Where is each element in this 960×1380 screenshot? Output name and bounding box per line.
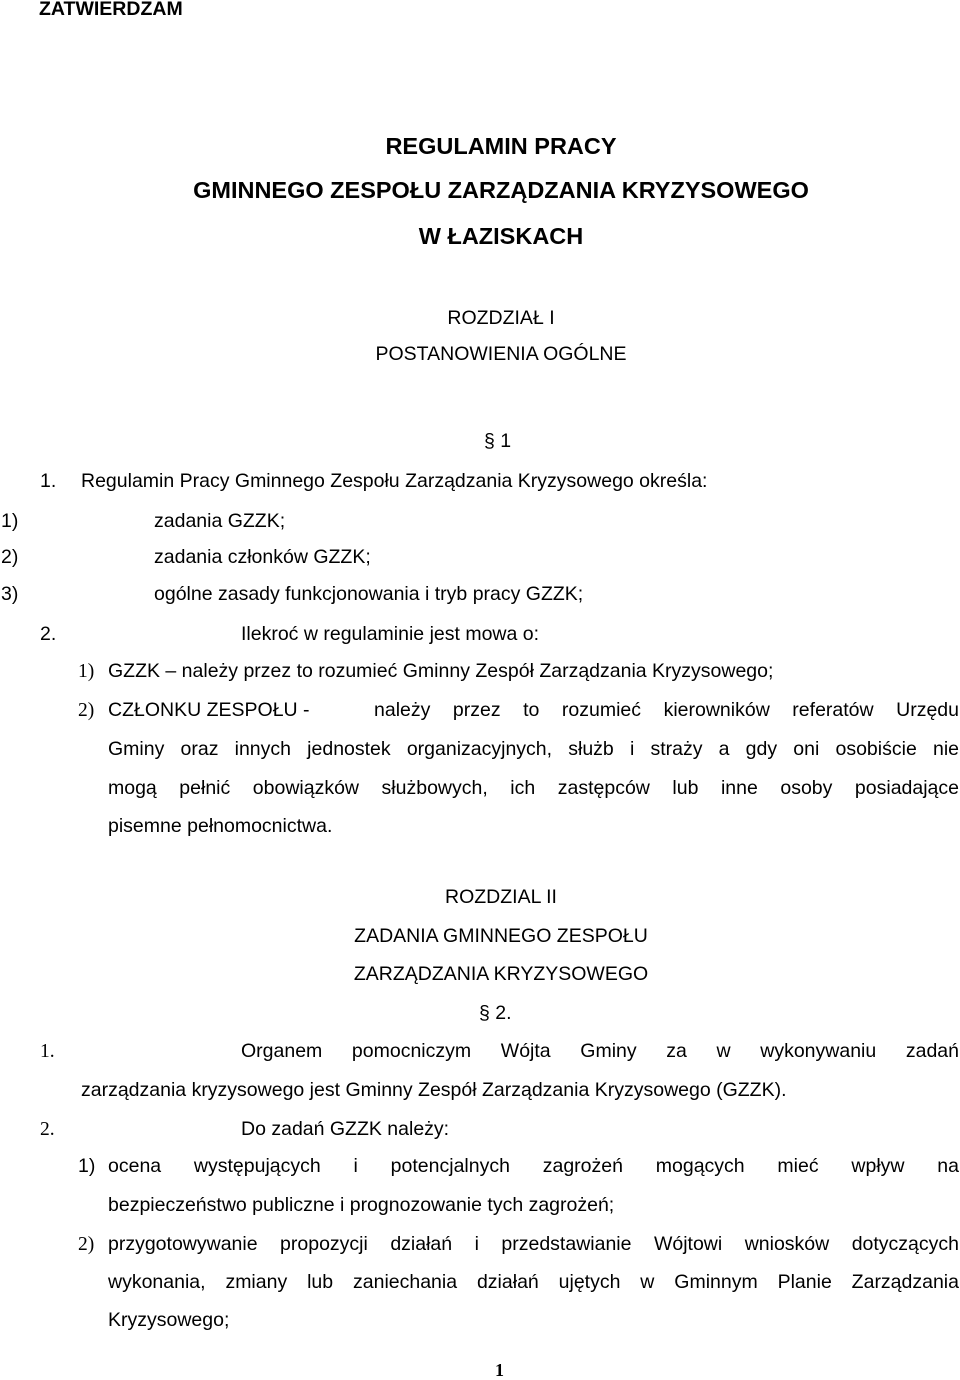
task-number: 1) (78, 1155, 96, 1177)
definition-number: 1) (78, 661, 95, 682)
chapter-2-subheading-2: ZARZĄDZANIA KRYZYSOWEGO (353, 963, 649, 985)
document-title-line-1: REGULAMIN PRACY (385, 133, 617, 159)
p1-number: 1. (40, 470, 57, 492)
approval-heading: ZATWIERDZAM (39, 0, 183, 20)
definition-text: GZZK – należy przez to rozumieć Gminny Zespół Zarządzania Kryzysowego; (108, 660, 774, 682)
p1-text: Organem pomocniczym Wójta Gminy za w wykonywaniu zadań (241, 1040, 959, 1062)
task-text: przygotowywanie propozycji działań i przedstawianie Wójtowi wniosków dotyczących (108, 1233, 959, 1255)
list-item-number: 2) (1, 546, 19, 568)
definition-number: 2) (78, 700, 95, 721)
task-number: 2) (78, 1234, 95, 1255)
task-text: ocena występujących i potencjalnych zagrożeń mogących mieć wpływ na (108, 1155, 959, 1177)
p1-number: 1. (40, 1041, 55, 1062)
p2-number: 2. (40, 623, 57, 645)
paragraph-1-marker: § 1 (484, 430, 512, 452)
definition-term: CZŁONKU ZESPOŁU - (108, 699, 310, 721)
list-item-number: 3) (1, 583, 19, 605)
task-text: bezpieczeństwo publiczne i prognozowanie tych zagrożeń; (108, 1194, 615, 1216)
definition-text: mogą pełnić obowiązków służbowych, ich zastępców lub inne osoby posiadające (108, 777, 959, 799)
page-number: 1 (495, 1360, 504, 1380)
list-item-text: zadania członków GZZK; (154, 546, 371, 568)
p2-number: 2. (40, 1119, 55, 1140)
definition-text: Gminy oraz innych jednostek organizacyjnych, służb i straży a gdy oni osobiście nie (108, 738, 959, 760)
p1-text: zarządzania kryzysowego jest Gminny Zespół Zarządzania Kryzysowego (GZZK). (81, 1079, 787, 1101)
list-item-text: ogólne zasady funkcjonowania i tryb pracy GZZK; (154, 583, 584, 605)
chapter-1-heading: ROZDZIAŁ I (447, 307, 555, 329)
chapter-2-subheading-1: ZADANIA GMINNEGO ZESPOŁU (354, 925, 648, 947)
paragraph-2-marker: § 2. (479, 1002, 512, 1024)
chapter-1-subheading: POSTANOWIENIA OGÓLNE (375, 343, 627, 365)
list-item-number: 1) (1, 510, 19, 532)
task-text: wykonania, zmiany lub zaniechania działań ujętych w Gminnym Planie Zarządzania (108, 1271, 959, 1293)
document-title-line-3: W ŁAZISKACH (418, 223, 584, 249)
p2-text: Ilekroć w regulaminie jest mowa o: (241, 623, 540, 645)
definition-text: należy przez to rozumieć kierowników referatów Urzędu (374, 699, 959, 721)
p1-text: Regulamin Pracy Gminnego Zespołu Zarządzania Kryzysowego określa: (81, 470, 708, 492)
definition-text: pisemne pełnomocnictwa. (108, 815, 333, 837)
list-item-text: zadania GZZK; (154, 510, 286, 532)
chapter-2-heading: ROZDZIAL II (445, 886, 557, 908)
p2-text: Do zadań GZZK należy: (241, 1118, 450, 1140)
task-text: Kryzysowego; (108, 1309, 230, 1331)
document-title-line-2: GMINNEGO ZESPOŁU ZARZĄDZANIA KRYZYSOWEGO (193, 177, 809, 203)
